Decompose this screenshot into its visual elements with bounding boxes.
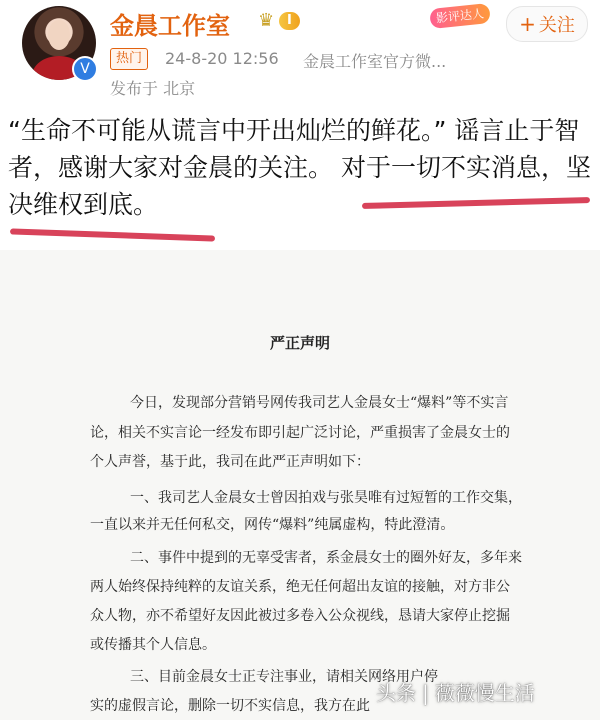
follow-label: 关注 xyxy=(538,15,575,36)
statement-title: 严正声明 xyxy=(269,334,330,352)
level-badge: I xyxy=(279,12,300,30)
plus-icon: + xyxy=(519,12,536,36)
hot-tag: 热门 xyxy=(110,48,148,70)
post-body: “生命不可能从谎言中开出灿烂的鲜花。” 谣言止于智者，感谢大家对金晨的关注。 对于一切不实消息，坚决维权到底。 xyxy=(8,116,591,219)
highlight-underline xyxy=(10,228,215,241)
crown-icon: ♛ xyxy=(258,10,275,31)
statement-line: 众人物，亦不希望好友因此被过多卷入公众视线，恳请大家停止挖掘 xyxy=(90,608,510,624)
influencer-badge: 影评达人 xyxy=(429,3,491,29)
watermark-divider: | xyxy=(422,681,429,705)
post-source[interactable]: 金晨工作室官方微... xyxy=(303,52,447,71)
verified-icon: V xyxy=(72,56,98,82)
statement-line: 两人始终保持纯粹的友谊关系，绝无任何超出友谊的接触，对方非公 xyxy=(90,579,510,595)
statement-line: 论，相关不实言论一经发布即引起广泛讨论，严重损害了金晨女士的 xyxy=(90,425,510,441)
statement-line: 今日，发现部分营销号网传我司艺人金晨女士“爆料”等不实言 xyxy=(130,395,509,411)
statement-line: 或传播其个人信息。 xyxy=(90,637,216,653)
follow-button[interactable] xyxy=(506,6,588,42)
statement-line: 一、我司艺人金晨女士曾因拍戏与张昊唯有过短暂的工作交集， xyxy=(130,490,522,506)
statement-line: 三、目前金晨女士正专注事业，请相关网络用户停 xyxy=(130,669,438,685)
watermark-author: 薇薇慢生活 xyxy=(434,681,535,705)
statement-image xyxy=(0,250,600,720)
post-header xyxy=(0,0,600,100)
post-location: 发布于 北京 xyxy=(110,79,196,98)
statement-line: 个人声誉，基于此，我司在此严正声明如下： xyxy=(90,454,370,470)
toutiao-logo-icon: 头条 xyxy=(376,681,416,705)
watermark xyxy=(376,678,535,708)
statement-line: 实的虚假言论，删除一切不实信息，我方在此 xyxy=(90,698,370,714)
avatar-face xyxy=(48,20,70,50)
post-time: 24-8-20 12:56 xyxy=(165,49,279,68)
account-name[interactable]: 金晨工作室 xyxy=(110,12,230,40)
statement-line: 二、事件中提到的无辜受害者，系金晨女士的圈外好友，多年来 xyxy=(130,550,522,566)
statement-line: 一直以来并无任何私交，网传“爆料”纯属虚构，特此澄清。 xyxy=(90,517,455,533)
